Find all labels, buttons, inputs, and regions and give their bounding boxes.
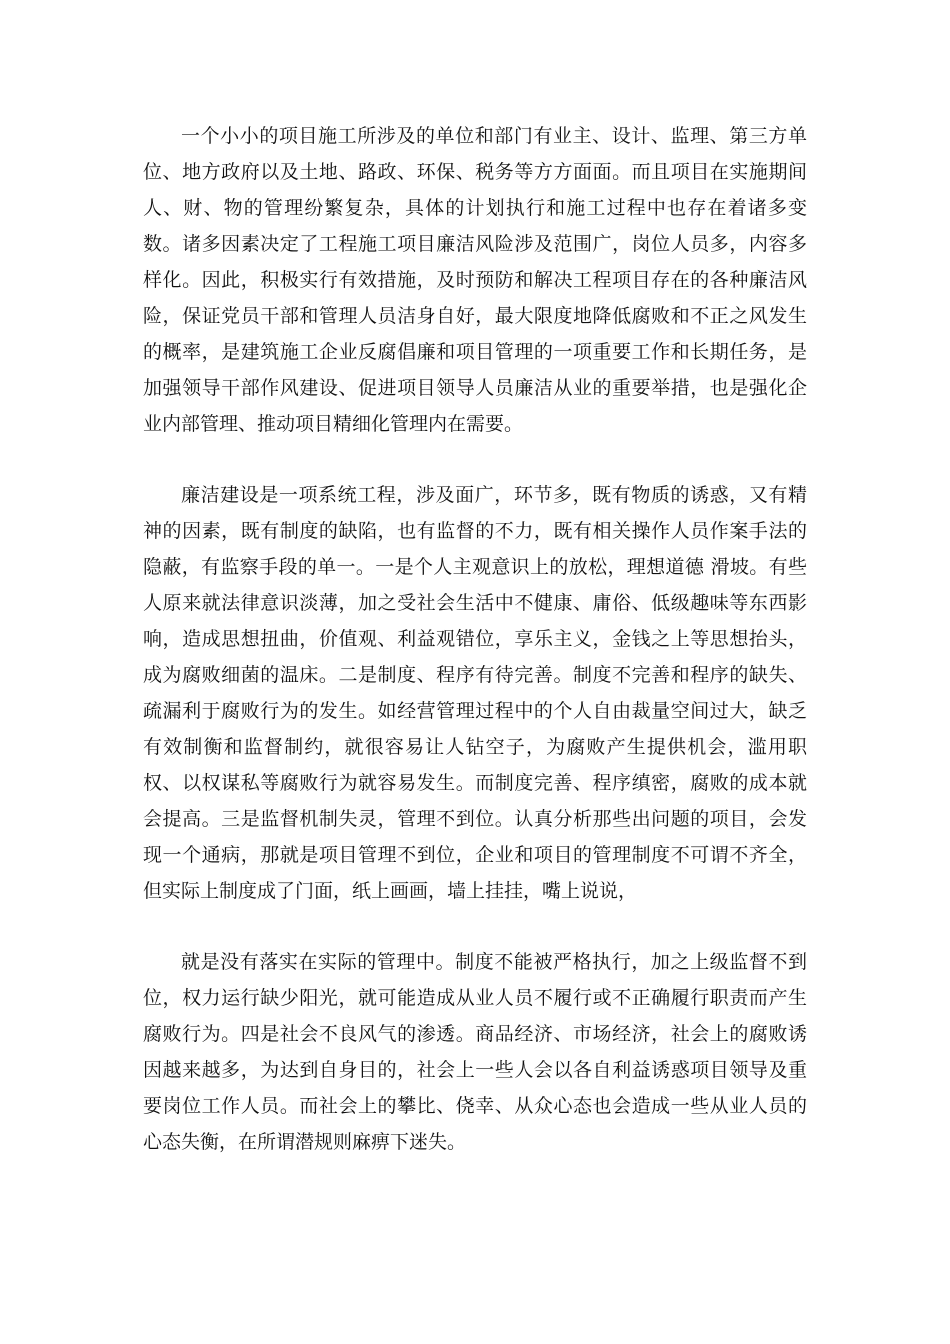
paragraph-1: 一个小小的项目施工所涉及的单位和部门有业主、设计、监理、第三方单位、地方政府以及土地、路政、环保、税务等方方面面。而且项目在实施期间人、财、物的管理纷繁复杂，具体的计划执行和施工过程中也存在着诸多变数。诸多因素决定了工程施工项目廉洁风险涉及范围广，岗位人员多，内容多样化。因此，积极实行有效措施，及时预防和解决工程项目存在的各种廉洁风险，保证党员干部和管理人员洁身自好，最大限度地降低腐败和不正之风发生的概率，是建筑施工企业反腐倡廉和项目管理的一项重要工作和长期任务，是加强领导干部作风建设、促进项目领导人员廉洁从业的重要举措，也是强化企业内部管理、推动项目精细化管理内在需要。 <box>143 125 807 435</box>
paragraph-3: 就是没有落实在实际的管理中。制度不能被严格执行，加之上级监督不到位，权力运行缺少阳光，就可能造成从业人员不履行或不正确履行职责而产生腐败行为。四是社会不良风气的渗透。商品经济、市场经济，社会上的腐败诱因越来越多，为达到自身目的，社会上一些人会以各自利益诱惑项目领导及重要岗位工作人员。而社会上的攀比、侥幸、从众心态也会造成一些从业人员的心态失衡，在所谓潜规则麻痹下迷失。 <box>143 951 807 1153</box>
document-body <box>143 118 807 1160</box>
paragraph-2: 廉洁建设是一项系统工程，涉及面广，环节多，既有物质的诱惑，又有精神的因素，既有制度的缺陷，也有监督的不力，既有相关操作人员作案手法的隐蔽，有监察手段的单一。一是个人主观意识上的放松，理想道德 滑坡。有些人原来就法律意识淡薄，加之受社会生活中不健康、庸俗、低级趣味等东西影响，造成思想扭曲，价值观、利益观错位，享乐主义，金钱之上等思想抬头，成为腐败细菌的温床。二是制度、程序有待完善。制度不完善和程序的缺失、疏漏利于腐败行为的发生。如经营管理过程中的个人自由裁量空间过大，缺乏有效制衡和监督制约，就很容易让人钻空子，为腐败产生提供机会，滥用职权、以权谋私等腐败行为就容易发生。而制度完善、程序缜密，腐败的成本就会提高。三是监督机制失灵，管理不到位。认真分析那些出问题的项目，会发现一个通病，那就是项目管理不到位，企业和项目的管理制度不可谓不齐全，但实际上制度成了门面，纸上画画，墙上挂挂，嘴上说说， <box>143 484 807 902</box>
